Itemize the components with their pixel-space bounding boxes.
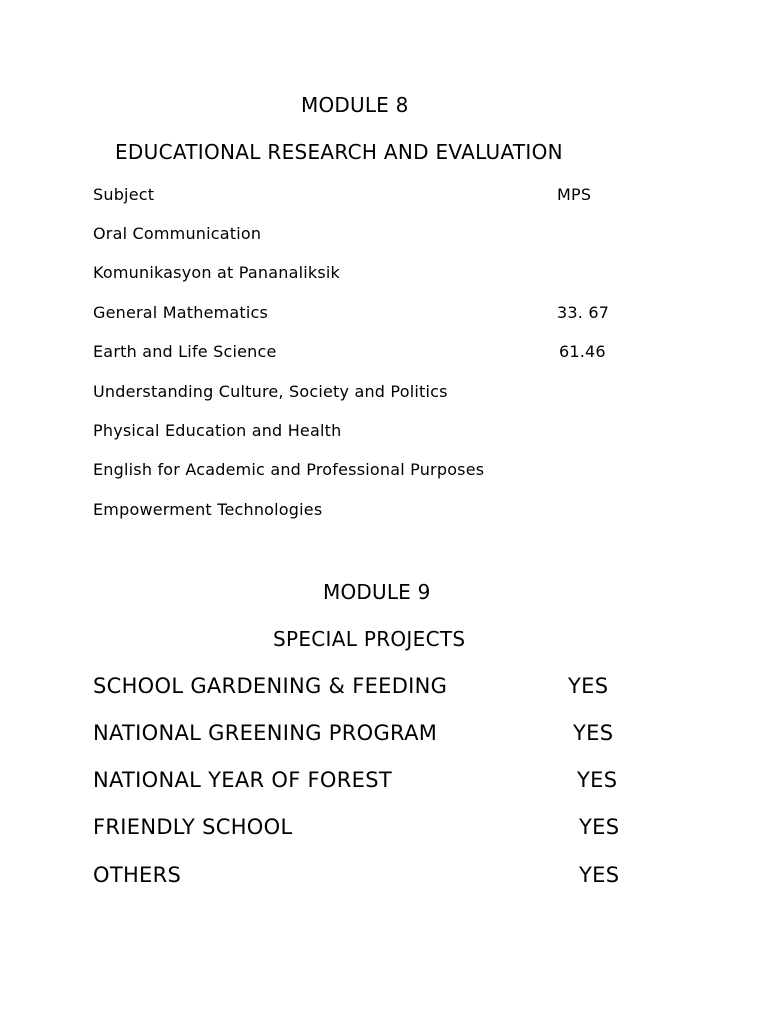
module9-heading: MODULE 9 — [323, 580, 431, 604]
project-status: YES — [573, 721, 614, 745]
project-name: SCHOOL GARDENING & FEEDING — [93, 674, 448, 698]
project-name: NATIONAL GREENING PROGRAM — [93, 721, 438, 745]
module8-title: EDUCATIONAL RESEARCH AND EVALUATION — [115, 140, 563, 164]
module9-title: SPECIAL PROJECTS — [273, 627, 466, 651]
column-header-mps: MPS — [557, 185, 592, 204]
subject-row-label: Oral Communication — [93, 224, 262, 243]
subject-row-label: Earth and Life Science — [93, 342, 277, 361]
subject-row-mps: 33. 67 — [557, 303, 610, 322]
subject-row-label: Komunikasyon at Pananaliksik — [93, 263, 340, 282]
project-status: YES — [577, 768, 618, 792]
project-status: YES — [568, 674, 609, 698]
project-status: YES — [579, 815, 620, 839]
subject-row-label: Empowerment Technologies — [93, 500, 323, 519]
project-status: YES — [579, 863, 620, 887]
project-name: FRIENDLY SCHOOL — [93, 815, 293, 839]
subject-row-label: Understanding Culture, Society and Politics — [93, 382, 448, 401]
subject-row-label: English for Academic and Professional Purposes — [93, 460, 485, 479]
module8-heading: MODULE 8 — [301, 93, 409, 117]
subject-row-label: Physical Education and Health — [93, 421, 342, 440]
project-name: NATIONAL YEAR OF FOREST — [93, 768, 392, 792]
column-header-subject: Subject — [93, 185, 155, 204]
project-name: OTHERS — [93, 863, 182, 887]
subject-row-mps: 61.46 — [559, 342, 606, 361]
subject-row-label: General Mathematics — [93, 303, 269, 322]
